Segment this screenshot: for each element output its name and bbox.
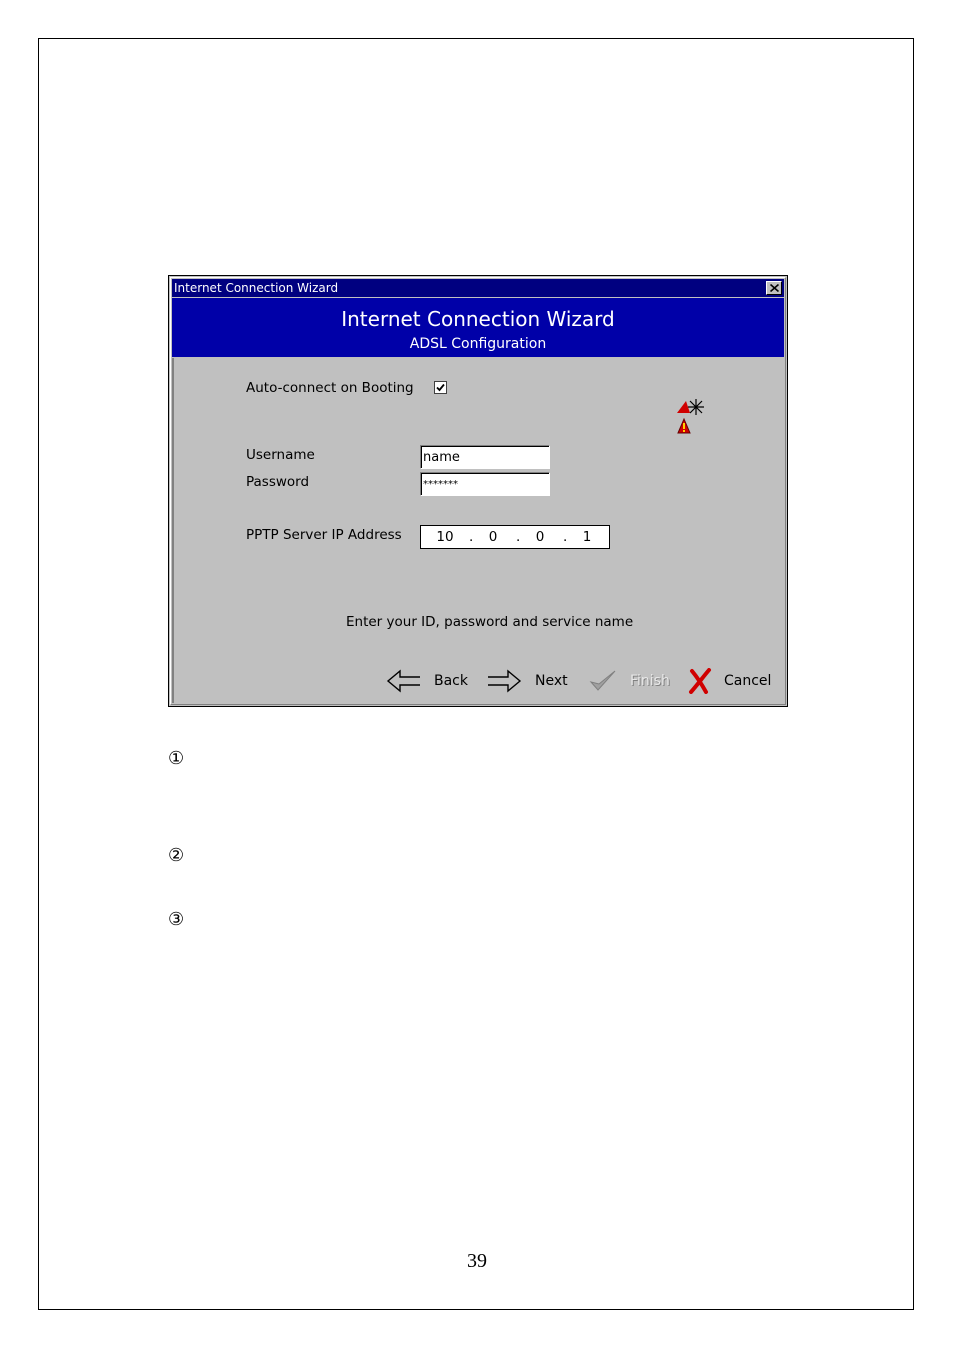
pptp-ip-field[interactable]	[420, 525, 610, 549]
pptp-server-label: PPTP Server IP Address	[246, 527, 402, 543]
banner-subtitle: ADSL Configuration	[409, 336, 547, 352]
ip-octet-2[interactable]: 0	[488, 529, 498, 545]
warning-spark-icon	[674, 395, 710, 437]
banner-title: Internet Connection Wizard	[341, 307, 615, 331]
ip-octet-3[interactable]: 0	[535, 529, 545, 545]
next-arrow-icon	[486, 668, 522, 694]
wizard-banner	[172, 298, 784, 357]
back-arrow-icon	[386, 668, 422, 694]
password-field[interactable]	[420, 472, 550, 496]
wizard-content	[172, 358, 784, 703]
auto-connect-checkbox[interactable]	[434, 381, 447, 394]
ip-dot: .	[516, 529, 521, 545]
password-input[interactable]	[423, 475, 541, 493]
back-button[interactable]: Back	[386, 668, 470, 694]
window-title: Internet Connection Wizard	[174, 281, 339, 295]
cancel-x-icon	[688, 668, 714, 694]
username-input[interactable]	[423, 448, 541, 466]
finish-check-icon	[588, 668, 618, 694]
ip-octet-4[interactable]: 1	[582, 529, 592, 545]
wizard-dialog	[168, 275, 788, 707]
checkmark-icon	[436, 383, 445, 392]
close-icon	[770, 284, 779, 292]
title-bar[interactable]	[172, 279, 784, 297]
hint-text: Enter your ID, password and service name	[346, 614, 634, 630]
cancel-button[interactable]: Cancel	[688, 668, 772, 694]
ip-octet-1[interactable]: 10	[436, 529, 454, 545]
ip-dot: .	[563, 529, 568, 545]
page-number: 39	[467, 1250, 487, 1272]
username-field[interactable]	[420, 445, 550, 469]
step-marker-2: ②	[168, 845, 185, 866]
username-label: Username	[246, 447, 315, 463]
password-label: Password	[246, 474, 310, 490]
finish-button[interactable]: Finish	[588, 668, 672, 694]
next-button[interactable]: Next	[486, 668, 570, 694]
close-button[interactable]	[766, 281, 782, 295]
step-marker-1: ①	[168, 748, 185, 769]
auto-connect-label: Auto-connect on Booting	[246, 380, 414, 396]
ip-dot: .	[469, 529, 474, 545]
step-marker-3: ③	[168, 909, 185, 930]
